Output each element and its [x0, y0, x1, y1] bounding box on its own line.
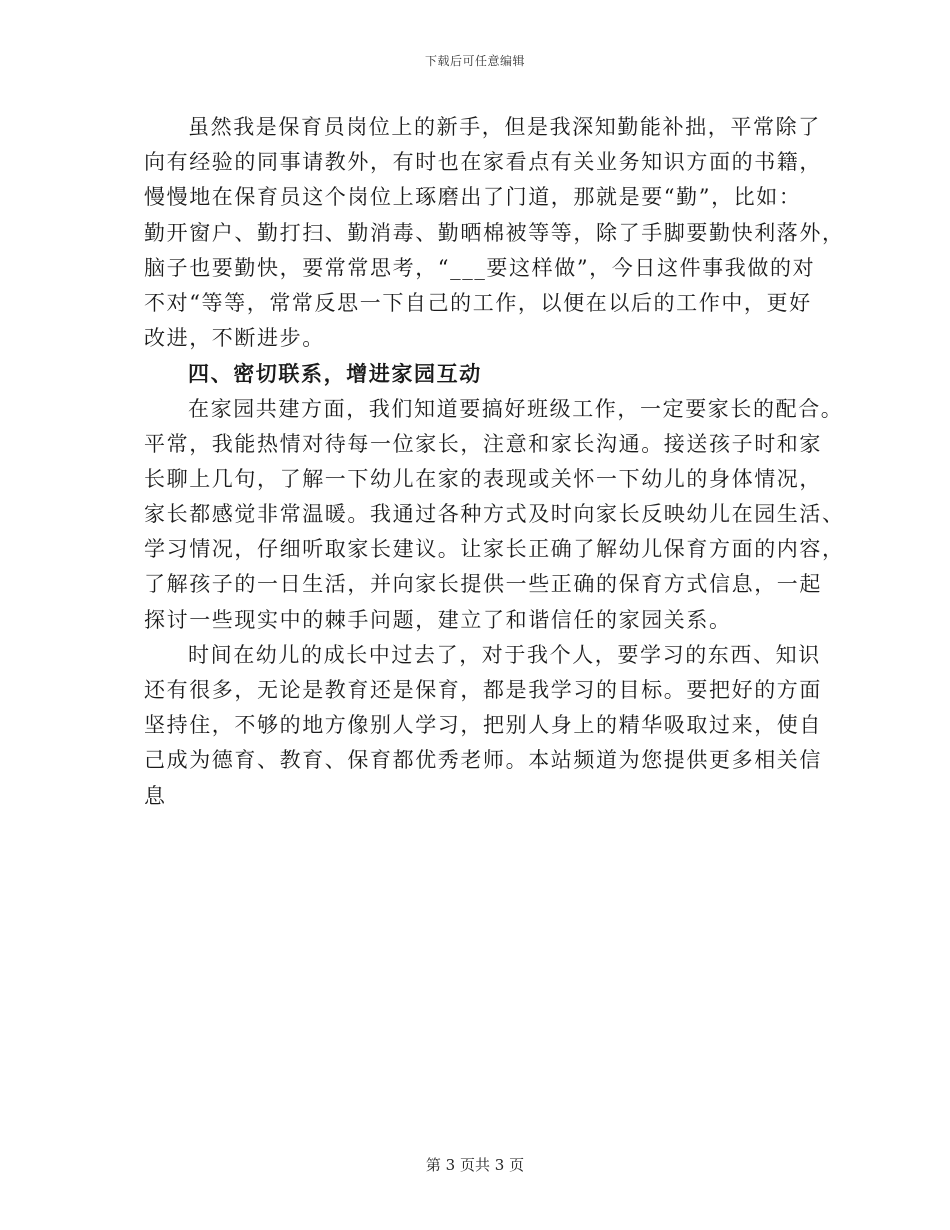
paragraph-line: 坚持住，不够的地方像别人学习，把别人身上的精华吸取过来，使自: [144, 713, 822, 738]
paragraph-line: 在家园共建方面，我们知道要搞好班级工作，一定要家长的配合。: [188, 396, 844, 421]
paragraph-line: 了解孩子的一日生活，并向家长提供一些正确的保育方式信息，一起: [144, 572, 822, 597]
paragraph-line: 己成为德育、教育、保育都优秀老师。本站频道为您提供更多相关信: [144, 748, 822, 773]
paragraph-line: 不对“等等，常常反思一下自己的工作，以便在以后的工作中，更好: [144, 290, 812, 315]
paragraph-line: 还有很多，无论是教育还是保育，都是我学习的目标。要把好的方面: [144, 678, 822, 702]
page-number: 第 3 页共 3 页: [425, 1156, 525, 1174]
paragraph-line: 时间在幼儿的成长中过去了，对于我个人，要学习的东西、知识: [188, 642, 821, 667]
paragraph-line: 脑子也要勤快，要常常思考，“___要这样做”，今日这件事我做的对: [144, 255, 816, 280]
paragraph-line: 向有经验的同事请教外，有时也在家看点有关业务知识方面的书籍，: [144, 150, 822, 175]
paragraph-line: 慢慢地在保育员这个岗位上琢磨出了门道，那就是要“勤”，比如：: [144, 185, 802, 210]
paragraph-line: 息: [144, 783, 167, 808]
paragraph-line: 家长都感觉非常温暖。我通过各种方式及时向家长反映幼儿在园生活、: [144, 502, 845, 527]
paragraph-line: 学习情况，仔细听取家长建议。让家长正确了解幼儿保育方面的内容，: [144, 537, 845, 562]
section-heading: 四、密切联系，增进家园互动: [188, 361, 482, 387]
paragraph-line: 虽然我是保育员岗位上的新手，但是我深知勤能补拙，平常除了: [188, 115, 821, 139]
page-header: 下载后可任意编辑: [424, 54, 525, 68]
paragraph-line: 长聊上几句，了解一下幼儿在家的表现或关怀一下幼儿的身体情况，: [144, 466, 822, 491]
paragraph-line: 探讨一些现实中的棘手问题，建立了和谐信任的家园关系。: [144, 607, 732, 632]
document-body: [144, 110, 845, 814]
paragraph-line: 改进，不断进步。: [144, 326, 325, 351]
paragraph-line: 勤开窗户、勤打扫、勤消毒、勤晒棉被等等，除了手脚要勤快利落外，: [144, 220, 845, 245]
paragraph-line: 平常，我能热情对待每一位家长，注意和家长沟通。接送孩子时和家: [144, 431, 822, 456]
